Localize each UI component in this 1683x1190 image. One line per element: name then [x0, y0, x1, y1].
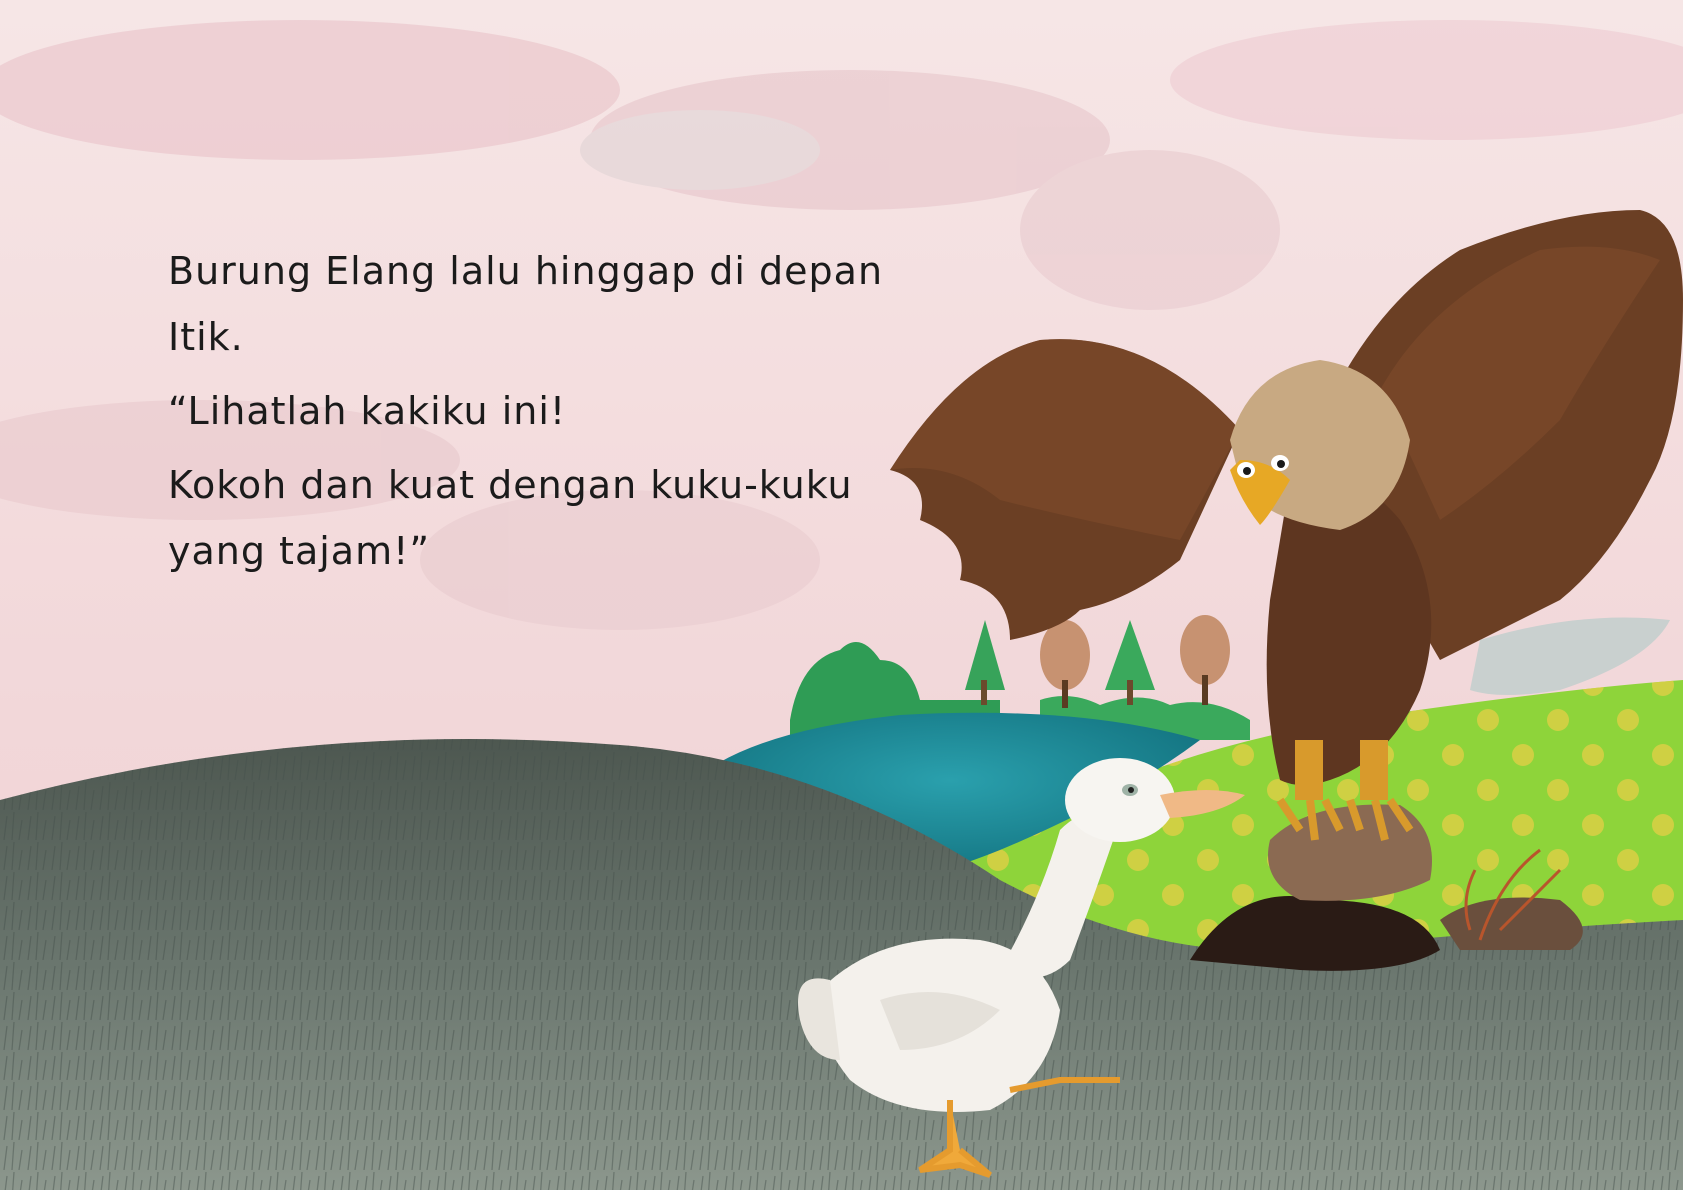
- story-paragraph-3: Kokoh dan kuat dengan kuku-kuku yang tajam!”: [168, 463, 853, 573]
- story-text: [168, 238, 888, 592]
- story-paragraph-2: “Lihatlah kakiku ini!: [168, 389, 567, 433]
- story-paragraph-1: Burung Elang lalu hinggap di depan Itik.: [168, 249, 884, 359]
